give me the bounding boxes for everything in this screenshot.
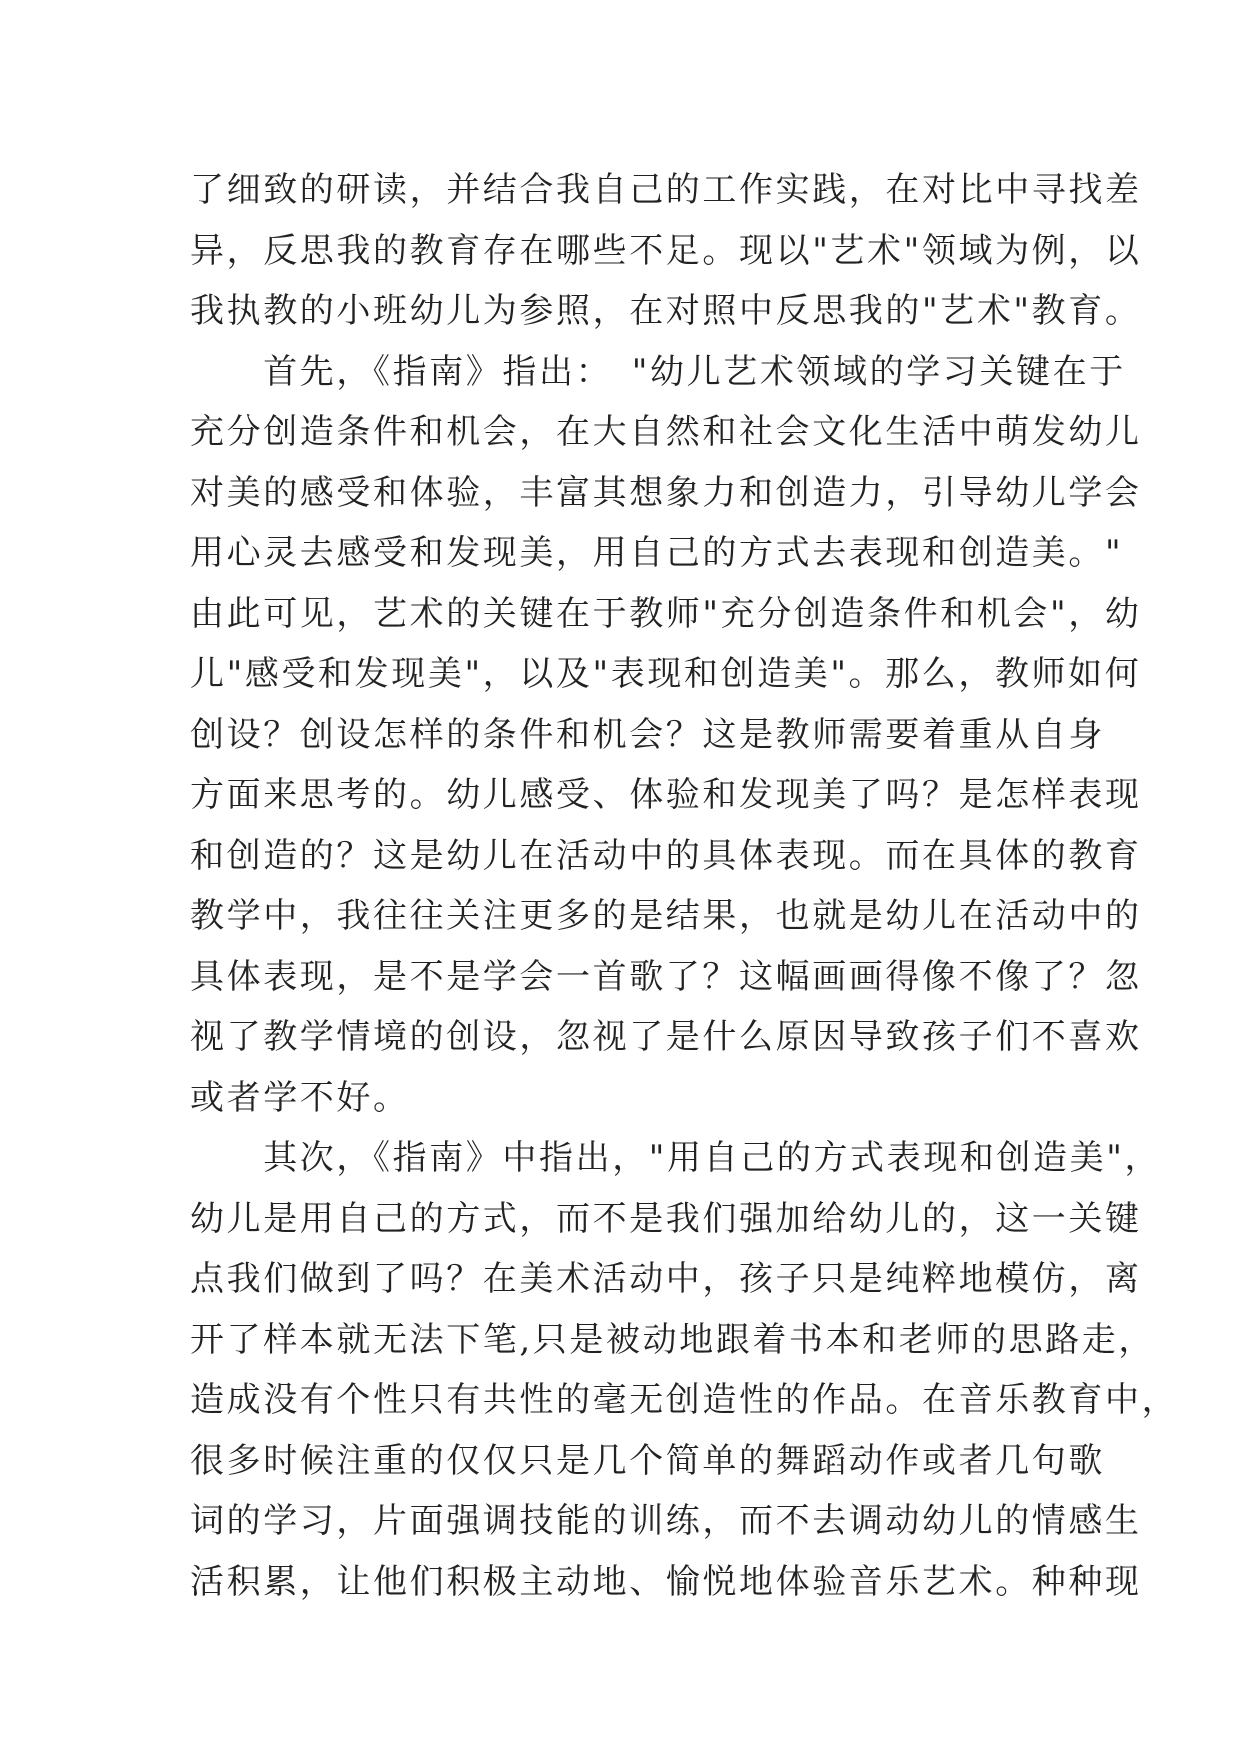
text-line: 创设？创设怎样的条件和机会？这是教师需要着重从自身 bbox=[190, 714, 1105, 755]
text-line: 造成没有个性只有共性的毫无创造性的作品。在音乐教育中， bbox=[190, 1380, 1179, 1420]
text-line: 具体表现，是不是学会一首歌了？这幅画画得像不像了？忽 bbox=[190, 956, 1142, 997]
text-line: 儿"感受和发现美"，以及"表现和创造美"。那么，教师如何 bbox=[190, 654, 1142, 694]
text-line: 或者学不好。 bbox=[190, 1077, 410, 1118]
paragraph-start-line: 首先，《指南》指出： "幼儿艺术领域的学习关键在于 bbox=[190, 351, 1126, 392]
text-line: 视了教学情境的创设，忽视了是什么原因导致孩子们不喜欢 bbox=[190, 1017, 1142, 1057]
text-line: 充分创造条件和机会，在大自然和社会文化生活中萌发幼儿 bbox=[190, 412, 1142, 452]
text-line: 活积累，让他们积极主动地、愉悦地体验音乐艺术。种种现 bbox=[190, 1561, 1142, 1602]
text-line: 方面来思考的。幼儿感受、体验和发现美了吗？是怎样表现 bbox=[190, 775, 1142, 815]
text-line: 由此可见，艺术的关键在于教师"充分创造条件和机会"，幼 bbox=[190, 593, 1142, 634]
paragraph-start-line: 其次，《指南》中指出，"用自己的方式表现和创造美"， bbox=[190, 1138, 1162, 1178]
text-line: 词的学习，片面强调技能的训练，而不去调动幼儿的情感生 bbox=[190, 1501, 1142, 1541]
text-line: 了细致的研读，并结合我自己的工作实践，在对比中寻找差 bbox=[190, 170, 1142, 210]
text-line: 很多时候注重的仅仅只是几个简单的舞蹈动作或者几句歌 bbox=[190, 1440, 1105, 1481]
text-line: 对美的感受和体验，丰富其想象力和创造力，引导幼儿学会 bbox=[190, 472, 1142, 513]
text-line: 开了样本就无法下笔,只是被动地跟着书本和老师的思路走， bbox=[190, 1319, 1156, 1360]
text-line: 异，反思我的教育存在哪些不足。现以"艺术"领域为例，以 bbox=[190, 230, 1142, 271]
body-text bbox=[190, 160, 1179, 1612]
text-line: 点我们做到了吗？在美术活动中，孩子只是纯粹地模仿，离 bbox=[190, 1259, 1142, 1299]
text-line: 教学中，我往往关注更多的是结果，也就是幼儿在活动中的 bbox=[190, 896, 1142, 936]
text-line: 我执教的小班幼儿为参照，在对照中反思我的"艺术"教育。 bbox=[190, 291, 1142, 331]
text-line: 幼儿是用自己的方式，而不是我们强加给幼儿的，这一关键 bbox=[190, 1198, 1142, 1239]
text-line: 和创造的？这是幼儿在活动中的具体表现。而在具体的教育 bbox=[190, 835, 1142, 876]
text-line: 用心灵去感受和发现美，用自己的方式去表现和创造美。" bbox=[190, 533, 1124, 573]
